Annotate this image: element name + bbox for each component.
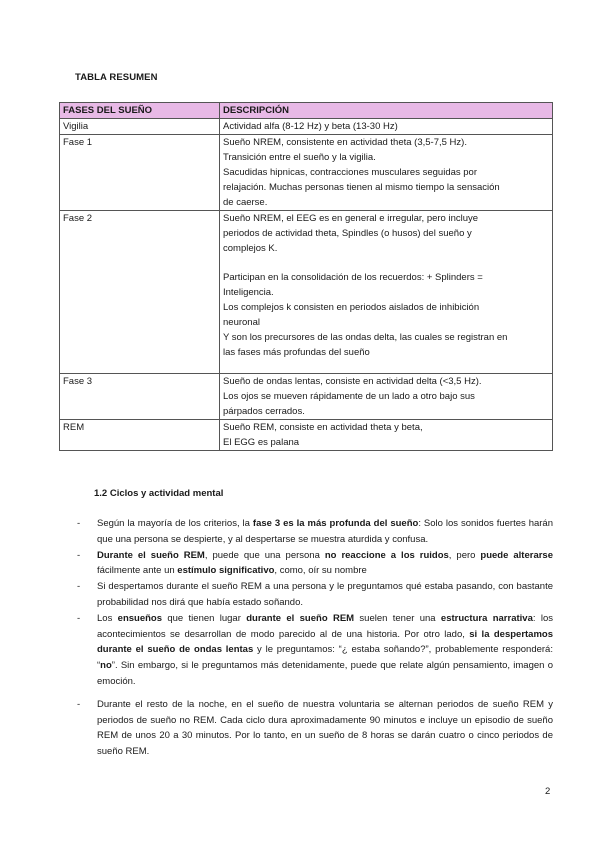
description-line: Sueño REM, consiste en actividad theta y beta,: [223, 422, 423, 433]
bullet-bold-text: durante el sueño REM: [246, 612, 355, 624]
bullet-text: ”. Sin embargo, si le preguntamos más detenidamente, puede que relate algún pensamiento, imagen o emoción.: [97, 660, 553, 687]
page-number: 2: [545, 786, 551, 797]
bullet-text: , pero: [448, 549, 481, 561]
bullet-bold-text: si la despertamos durante el sueño de ondas lentas: [97, 628, 553, 656]
description-line: Los ojos se mueven rápidamente de un lado a otro bajo sus: [223, 391, 475, 402]
header-phases: FASES DEL SUEÑO: [60, 103, 220, 119]
list-item: [75, 579, 553, 611]
section-title: Ciclos y actividad mental: [109, 488, 224, 499]
table-row: [60, 119, 553, 135]
bullet-bold-text: no reaccione a los ruidos: [324, 549, 449, 561]
bullet-text: suelen tener una: [354, 612, 441, 624]
description-cell: [220, 119, 553, 135]
description-line: Inteligencia.: [223, 287, 274, 298]
bullet-dash: -: [77, 518, 81, 529]
bullet-text: y le preguntamos: “¿ estaba soñando?”, probablemente responderá: “: [97, 644, 553, 672]
phase-cell: Vigilia: [60, 119, 220, 135]
paragraph-gap: [223, 256, 549, 270]
description-line: Participan en la consolidación de los recuerdos: + Splinders =: [223, 272, 483, 283]
paragraph-gap: [223, 360, 549, 373]
phase-cell: Fase 1: [60, 135, 220, 211]
bullet-text: fácilmente ante un: [97, 565, 178, 577]
description-line: Transición entre el sueño y la vigilia.: [223, 152, 376, 163]
description-line: párpados cerrados.: [223, 406, 305, 417]
table-row: [60, 374, 553, 420]
bullet-bold-text: estímulo significativo: [177, 565, 275, 577]
description-cell: [220, 135, 553, 211]
table-row: [60, 135, 553, 211]
bullet-dash: -: [77, 698, 81, 710]
header-description: DESCRIPCIÓN: [220, 103, 553, 119]
description-line: Sueño NREM, el EEG es en general e irregular, pero incluye: [223, 213, 479, 224]
table-row: [60, 211, 553, 374]
bullet-text: Según la mayoría de los criterios, la: [97, 518, 253, 529]
description-line: El EGG es palana: [223, 437, 300, 448]
section-heading: [94, 488, 223, 499]
bullet-bold-text: puede alterarse: [480, 549, 553, 561]
description-line: Y son los precursores de las ondas delta, las cuales se registran en: [223, 332, 508, 343]
description-line: de caerse.: [223, 197, 268, 208]
bullet-text: Durante el resto de la noche, en el sueño de nuestra voluntaria se alternan periodos de sueño REM y periodos de sueño no REM. Cada ciclo dura aproximadamente 90 minutos e incluye un episodio de sueño REM de unos 20 a 30 minutos. Por lo tanto, en un sueño de 8 horas se darán cuatro o cinco periodos de sueño REM.: [97, 698, 553, 758]
bullet-dash: -: [77, 581, 81, 593]
section-number: 1.2: [94, 488, 108, 499]
bullet-text: , como, oír su nombre: [274, 565, 367, 577]
description-line: Sueño NREM, consistente en actividad theta (3,5-7,5 Hz).: [223, 137, 467, 148]
description-line: Los complejos k consisten en periodos aislados de inhibición: [223, 302, 480, 313]
bullet-dash: -: [77, 549, 81, 561]
list-item: [75, 697, 553, 760]
description-cell: [220, 374, 553, 420]
summary-table: [59, 102, 553, 451]
description-line: las fases más profundas del sueño: [223, 347, 370, 358]
description-line: Sacudidas hipnicas, contracciones musculares seguidas por: [223, 167, 477, 178]
bullet-bold-text: fase 3 es la más profunda del sueño: [252, 518, 419, 529]
bullet-text: , puede que una persona: [204, 549, 325, 561]
description-line: complejos K.: [223, 243, 278, 254]
table-header-row: [60, 103, 553, 119]
bullet-dash: -: [77, 612, 81, 624]
description-cell: [220, 420, 553, 451]
table-row: [60, 420, 553, 451]
bullet-text: Si despertamos durante el sueño REM a una persona y le preguntamos qué estaba pasando, con bastante probabilidad nos dirá que había estado soñando.: [97, 581, 553, 608]
bullet-bold-text: estructura narrativa: [440, 612, 533, 624]
bullet-list: [75, 516, 553, 760]
list-item: [75, 548, 553, 580]
description-line: periodos de actividad theta, Spindles (o husos) del sueño y: [223, 228, 472, 239]
phase-cell: REM: [60, 420, 220, 451]
list-item: [75, 516, 553, 548]
description-cell: [220, 211, 553, 374]
description-line: neuronal: [223, 317, 260, 328]
description-line: Sueño de ondas lentas, consiste en actividad delta (<3,5 Hz).: [223, 376, 482, 387]
description-line: Actividad alfa (8-12 Hz) y beta (13-30 Hz): [223, 121, 398, 132]
bullet-bold-text: Durante el sueño REM: [97, 549, 205, 561]
list-item: [75, 611, 553, 690]
bullet-text: Los: [97, 612, 118, 624]
bullet-bold-text: ensueños: [117, 612, 163, 624]
summary-title: TABLA RESUMEN: [75, 72, 158, 83]
phase-cell: Fase 2: [60, 211, 220, 374]
description-line: relajación. Muchas personas tienen al mismo tiempo la sensación: [223, 182, 500, 193]
phase-cell: Fase 3: [60, 374, 220, 420]
bullet-text: : los acontecimientos se desarrollan de modo parecido al de una historia. Por otro lado,: [97, 612, 553, 640]
bullet-text: : Solo los sonidos fuertes harán que una persona se despierte, y al despertarse se muestra aturdida y confusa.: [97, 518, 553, 545]
bullet-bold-text: no: [100, 660, 112, 672]
bullet-text: que tienen lugar: [162, 612, 247, 624]
